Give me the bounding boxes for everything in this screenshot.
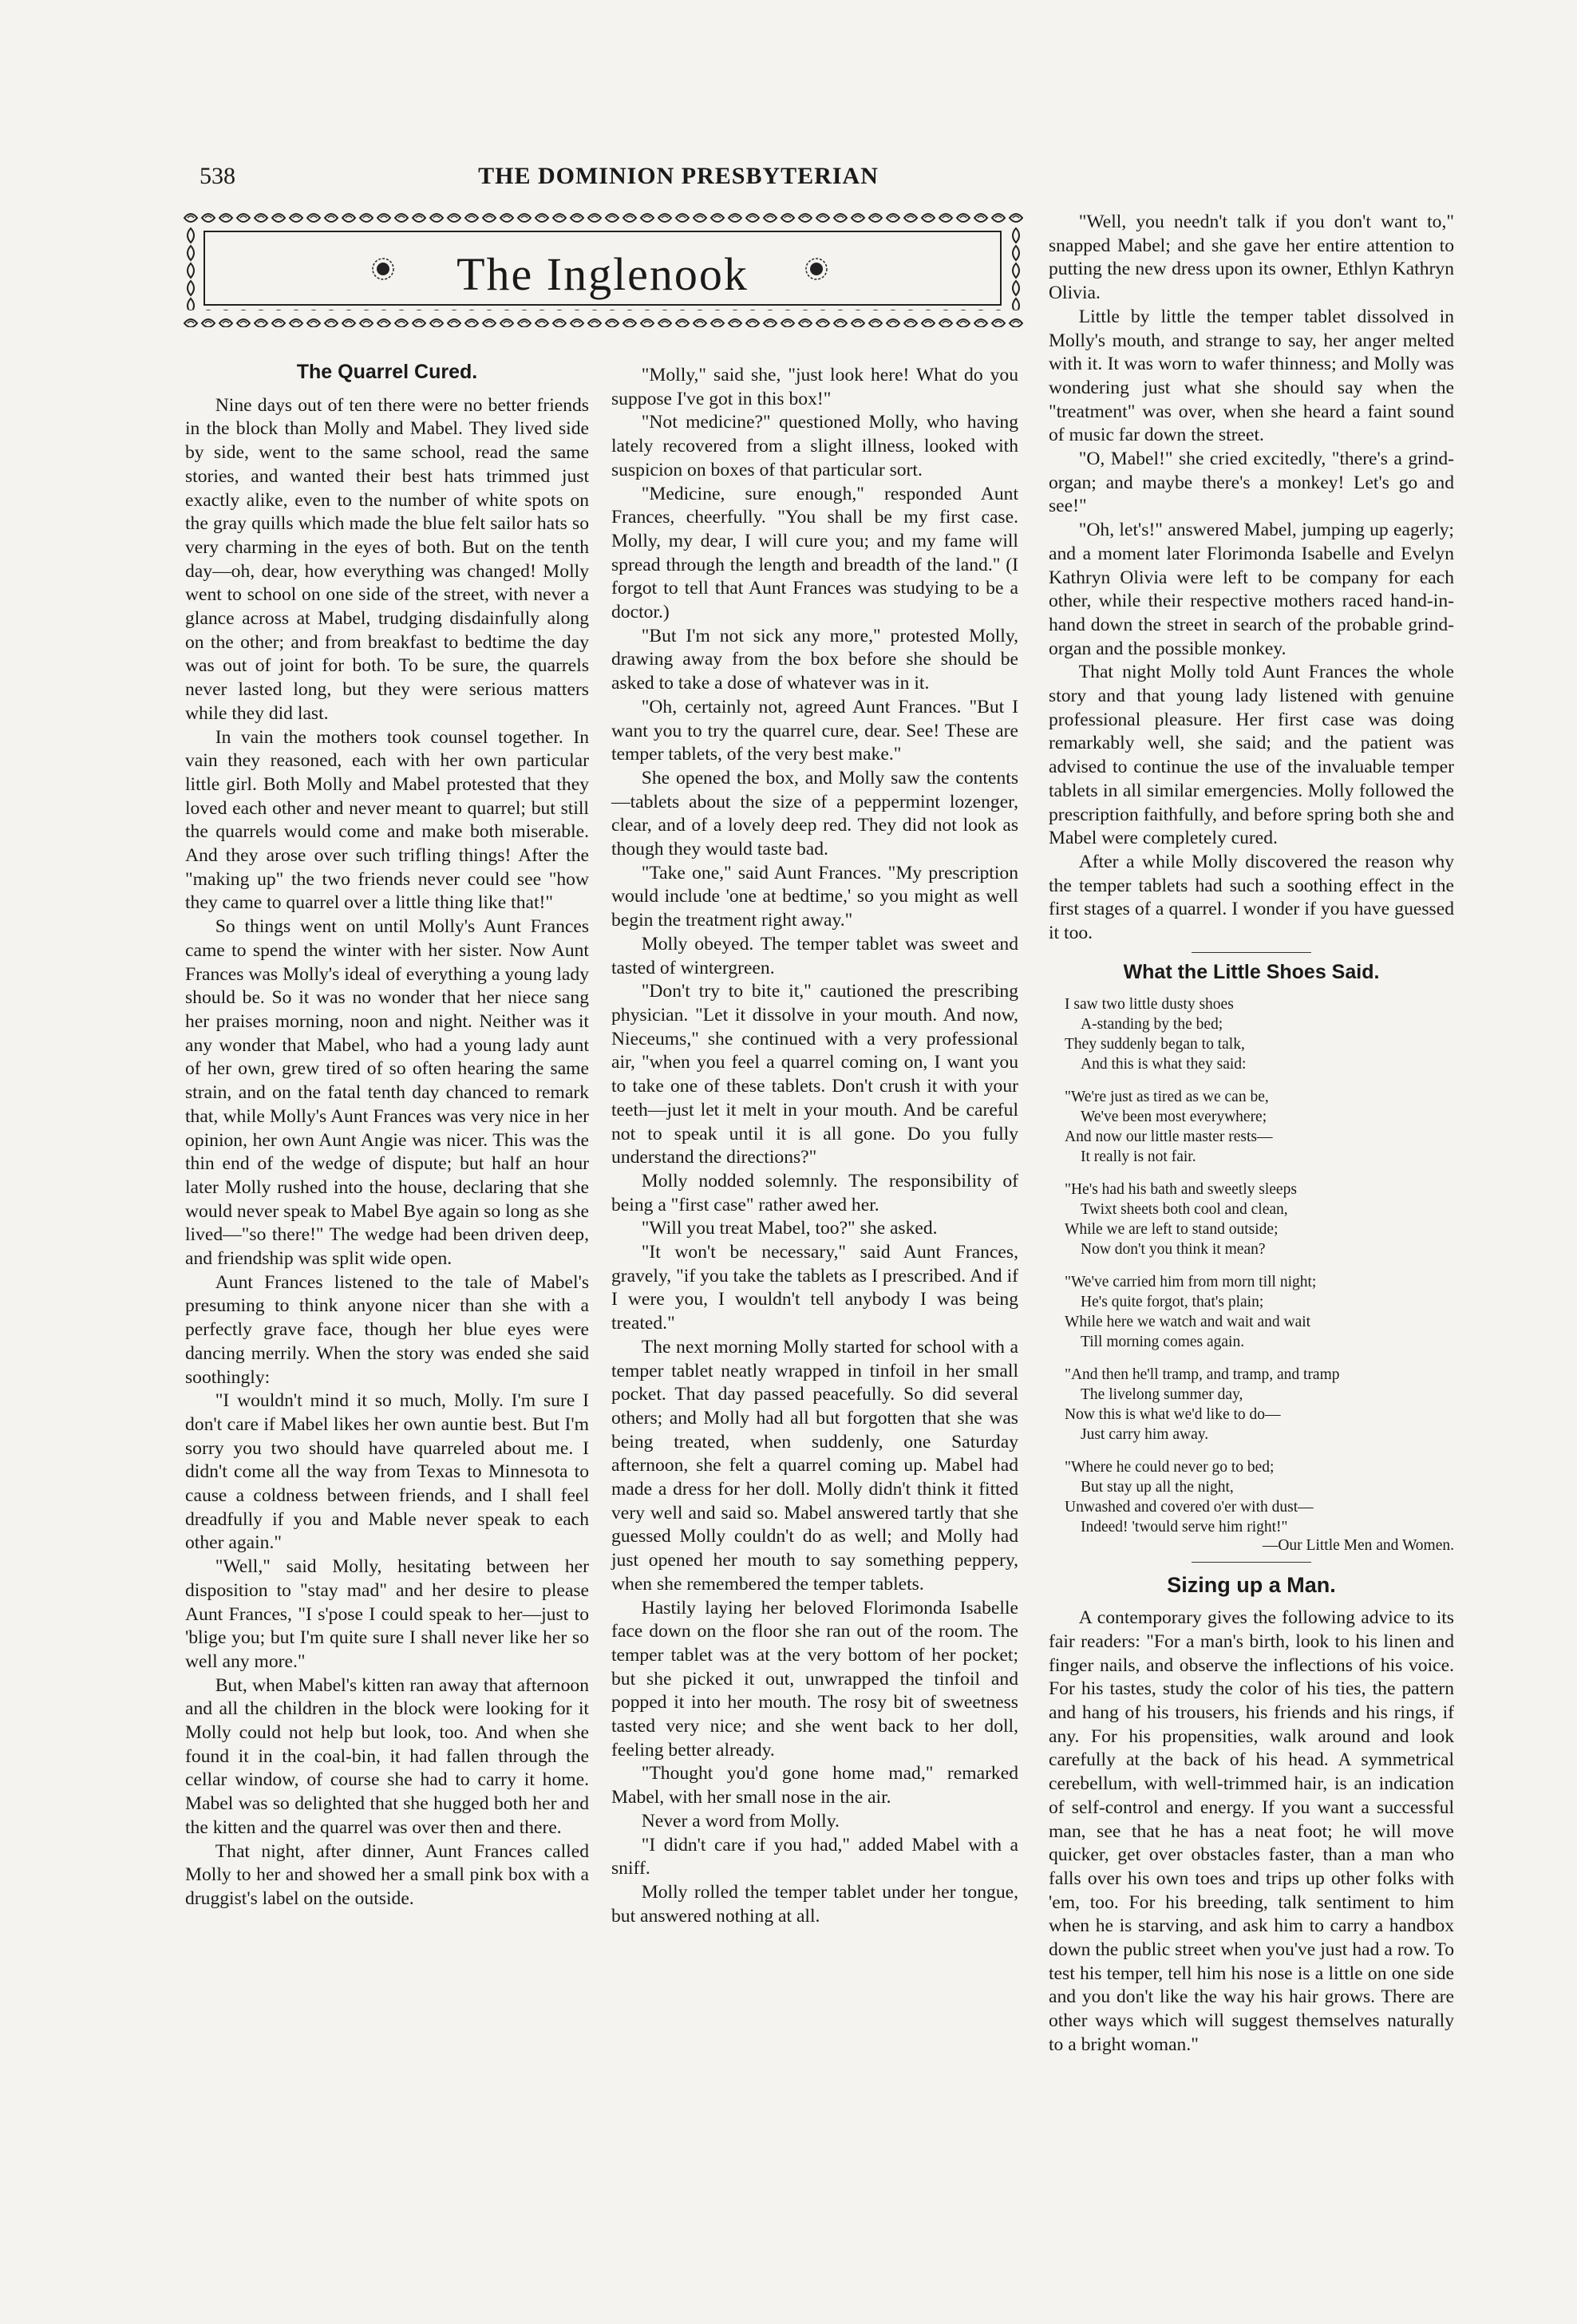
poem-line: "He's had his bath and sweetly sleeps [1065, 1180, 1297, 1198]
poem-line: The livelong summer day, [1081, 1385, 1243, 1403]
paragraph: Molly nodded solemnly. The responsibility of being a "first case" rather awed her. [611, 1170, 1018, 1215]
paragraph: Molly obeyed. The temper tablet was sweet and tasted of wintergreen. [611, 933, 1018, 978]
poem-line: We've been most everywhere; [1081, 1108, 1267, 1125]
poem-line: Now don't you think it mean? [1081, 1240, 1266, 1258]
paragraph: "It won't be necessary," said Aunt Frances, gravely, "if you take the tablets as I prescribed. And if I were you, I wouldn't tell anybody I was being treated." [611, 1242, 1018, 1334]
column-2 [611, 364, 1018, 1928]
poem-attribution: —Our Little Men and Women. [1262, 1536, 1454, 1554]
poem-line: And this is what they said: [1081, 1055, 1247, 1073]
paragraph: "Thought you'd gone home mad," remarked Mabel, with her small nose in the air. [611, 1763, 1018, 1808]
divider-rule [1192, 1562, 1311, 1563]
poem-stanza [1065, 1365, 1454, 1445]
paragraph: Molly rolled the temper tablet under her tongue, but answered nothing at all. [611, 1882, 1018, 1927]
paragraph: Never a word from Molly. [641, 1810, 840, 1832]
poem-stanza [1065, 994, 1454, 1074]
running-header [200, 163, 1006, 195]
paragraph: "Well, you needn't talk if you don't want to," snapped Mabel; and she gave her entire attention to putting the new dress upon its owner, Ethlyn Kathryn Olivia. [1049, 211, 1454, 304]
paragraph: "O, Mabel!" she cried excitedly, "there's a grind-organ; and maybe there's a monkey! Let's go and see!" [1049, 449, 1454, 517]
poem-line: "We're just as tired as we can be, [1065, 1088, 1269, 1105]
poem-line: Twixt sheets both cool and clean, [1081, 1200, 1288, 1218]
poem-line: Till morning comes again. [1081, 1333, 1245, 1350]
column-3 [1049, 211, 1454, 2057]
poem-line: A-standing by the bed; [1081, 1015, 1223, 1033]
paragraph: "Not medicine?" questioned Molly, who having lately recovered from a slight illness, looked with suspicion on boxes of that particular sort. [611, 412, 1018, 480]
paragraph: "Take one," said Aunt Frances. "My prescription would include 'one at bedtime,' so you might as well begin the treatment right away." [611, 862, 1018, 931]
poem-stanza [1065, 1180, 1454, 1259]
paragraph: Little by little the temper tablet dissolved in Molly's mouth, and strange to say, her anger melted with it. It was worn to wafer thinness; and Molly was wondering just what she should say when the "treatment" was over, when she heard a faint sound of music far down the street. [1049, 306, 1454, 446]
paragraph: "Well," said Molly, hesitating between her disposition to "stay mad" and her desire to please Aunt Frances, "I s'pose I could speak to her—just to 'blige you; but I'm quite sure I shall never like her so well any more." [185, 1556, 589, 1672]
paragraph: "Don't try to bite it," cautioned the prescribing physician. "Let it dissolve in your mouth. And now, Nieceums," she continued with a very professional air, "when you feel a quarrel coming on, I want you to take one of these tablets. Don't crush it with your teeth—just let it melt in your mouth. And be careful not to speak until it is all gone. Do you fully understand the directions?" [611, 981, 1018, 1168]
poem-stanza [1065, 1272, 1454, 1352]
poem-stanza [1065, 1087, 1454, 1167]
story-title: Sizing up a Man. [1167, 1572, 1336, 1597]
paragraph: "Molly," said she, "just look here! What do you suppose I've got in this box!" [611, 365, 1018, 409]
poem-line: It really is not fair. [1081, 1148, 1196, 1165]
paragraph: Aunt Frances listened to the tale of Mabel's presuming to think anyone nicer than she with a perfectly grave face, though her blue eyes were dancing merrily. When the story was ended she said soothingly: [185, 1271, 589, 1388]
column-1 [185, 361, 589, 1911]
paragraph: After a while Molly discovered the reason why the temper tablets had such a soothing effect in the first stages of a quarrel. I wonder if you have guessed it too. [1049, 851, 1454, 944]
poem-line: Now this is what we'd like to do— [1065, 1405, 1281, 1423]
paragraph: "Will you treat Mabel, too?" she asked. [641, 1218, 938, 1239]
paragraph: "But I'm not sick any more," protested Molly, drawing away from the box before she should be asked to take a dose of whatever was in it. [611, 625, 1018, 694]
publication-title: THE DOMINION PRESBYTERIAN [478, 163, 879, 189]
poem-title: What the Little Shoes Said. [1123, 960, 1380, 983]
paragraph: In vain the mothers took counsel together. In vain they reasoned, each with her own particular little girl. Both Molly and Mabel protested that they loved each other and never meant to quarrel; but still the quarrels would come and make both miserable. And they arose over such trifling things! After the "making up" the two friends never could see "how they came to quarrel over a little thing like that!" [185, 726, 589, 914]
paragraph: "I wouldn't mind it so much, Molly. I'm sure I don't care if Mabel likes her own auntie best. But I'm sorry you two should have quarreled about me. I didn't come all the way from Texas to Minnesota to cause a coldness between friends, and I shall feel dreadfully if you and Mable never speak to each other again." [185, 1390, 589, 1554]
poem-line: While here we watch and wait and wait [1065, 1313, 1311, 1330]
poem-line: Unwashed and covered o'er with dust— [1065, 1498, 1314, 1516]
paragraph: "Medicine, sure enough," responded Aunt Frances, cheerfully. "You shall be my first case. Molly, my dear, I will cure you; and my fame will spread through the length and breadth of the land." (I forgot to tell that Aunt Frances was studying to be a doctor.) [611, 483, 1018, 623]
poem [1065, 994, 1454, 1555]
paragraph: Nine days out of ten there were no better friends in the block than Molly and Mabel. They lived side by side, went to the same school, read the same stories, and wanted their best hats trimmed just exactly alike, even to the number of white spots on the gray quills which made the blue felt sailor hats so very charming in the eyes of both. But on the tenth day—oh, dear, how everything was changed! Molly went to school on one side of the street, with never a glance across at Mabel, trudging disdainfully along on the other; and from breakfast to bedtime the day was out of joint for both. To be sure, the quarrels never lasted long, but they were serious matters while they did last. [185, 394, 589, 724]
story-title: The Quarrel Cured. [296, 361, 478, 383]
section-banner [182, 209, 1023, 327]
paragraph: That night, after dinner, Aunt Frances called Molly to her and showed her a small pink box with a druggist's label on the outside. [185, 1840, 589, 1909]
paragraph: She opened the box, and Molly saw the contents—tablets about the size of a peppermint lozenger, clear, and of a lovely deep red. They did not look as though they would taste bad. [611, 767, 1018, 860]
poem-line: I saw two little dusty shoes [1065, 995, 1234, 1013]
poem-stanza [1065, 1457, 1454, 1537]
paragraph: The next morning Molly started for school with a temper tablet neatly wrapped in tinfoil in her small pocket. That day passed peacefully. So did several others; and Molly had all but forgotten that she was being treated, when suddenly, one Saturday afternoon, she felt a quarrel coming up. Mabel had made a dress for her doll. Molly didn't think it fitted very well and said so. Mabel answered tartly that she guessed Molly couldn't do as well; and Molly had just opened her mouth to say something peppery, when she remembered the temper tablets. [611, 1336, 1018, 1595]
paragraph: So things went on until Molly's Aunt Frances came to spend the winter with her sister. Now Aunt Frances was Molly's ideal of everything a young lady should be. So it was no wonder that her niece sang her praises morning, noon and night. Neither was it any wonder that Mabel, who had a young lady aunt of her own, grew tired of so often hearing the same strain, and on the fatal tenth day chanced to remark that, while Molly's Aunt Frances was very nice in her opinion, her own Aunt Angie was nicer. This was the thin end of the wedge of dispute; but half an hour later Molly rushed into the house, declaring that she would never speak to Mabel Bye again so long as she lived—"so there!" The wedge had been driven deep, and friendship was split wide open. [185, 916, 589, 1270]
poem-line: But stay up all the night, [1081, 1478, 1234, 1496]
poem-line: Indeed! 'twould serve him right!" [1081, 1518, 1288, 1536]
paragraph: A contemporary gives the following advice to its fair readers: "For a man's birth, look to his linen and finger nails, and observe the inflections of his voice. For his tastes, study the color of his ties, the pattern and hang of his trousers, his friends and his rings, if any. For his propensities, walk around and look carefully at the back of his head. A symmetrical cerebellum, with well-trimmed hair, is an indication of self-control and energy. If you want a successful man, see that he has a neat foot; he will move quicker, get over obstacles faster, than a man who falls over his own toes and trips up other folks with 'em, too. For his breeding, talk sentiment to him when he is starving, and ask him to carry a handbox down the public street when you've just had a row. To test his temper, tell him his nose is a little on one side and you don't like the way his hair grows. There are other ways which will suggest themselves naturally to a bright woman." [1049, 1607, 1454, 2055]
page-number: 538 [200, 163, 235, 189]
paragraph: "I didn't care if you had," added Mabel with a sniff. [611, 1834, 1018, 1879]
poem-line: Just carry him away. [1081, 1425, 1209, 1443]
paragraph: But, when Mabel's kitten ran away that afternoon and all the children in the block were looking for it Molly could not help but look, too. And when she found it in the coal-bin, it had fallen through the cellar window, of course she had to carry it home. Mabel was so delighted that she hugged both her and the kitten and the quarrel was over then and there. [185, 1674, 589, 1838]
section-title: The Inglenook [457, 248, 749, 300]
paragraph: Hastily laying her beloved Florimonda Isabelle face down on the floor she ran out of the room. The temper tablet was at the very bottom of her pocket; but she picked it out, unwrapped the tinfoil and popped it into her mouth. The rosy bit of sweetness tasted very nice; and she went back to her doll, feeling better already. [611, 1597, 1018, 1761]
poem-line: They suddenly began to talk, [1065, 1035, 1245, 1053]
poem-line: "Where he could never go to bed; [1065, 1458, 1275, 1476]
poem-line: And now our little master rests— [1065, 1128, 1273, 1145]
poem-line: While we are left to stand outside; [1065, 1220, 1279, 1238]
paragraph: "Oh, let's!" answered Mabel, jumping up eagerly; and a moment later Florimonda Isabelle and Evelyn Kathryn Olivia were left to be company for each other, while their respective mothers raced hand-in-hand down the street in search of the probable grind-organ and the possible monkey. [1049, 520, 1454, 659]
poem-line: He's quite forgot, that's plain; [1081, 1293, 1264, 1310]
poem-line: "We've carried him from morn till night; [1065, 1273, 1317, 1290]
paragraph: That night Molly told Aunt Frances the whole story and that young lady listened with genuine professional pleasure. Her first case was doing remarkably well, she said; and the patient was advised to continue the use of the invaluable temper tablets in all similar emergencies. Molly followed the prescription faithfully, and before spring both she and Mabel were completely cured. [1049, 662, 1454, 849]
poem-line: "And then he'll tramp, and tramp, and tramp [1065, 1366, 1340, 1383]
paragraph: "Oh, certainly not, agreed Aunt Frances. "But I want you to try the quarrel cure, dear. See! These are temper tablets, of the very best make." [611, 696, 1018, 765]
divider-rule [1192, 952, 1311, 953]
